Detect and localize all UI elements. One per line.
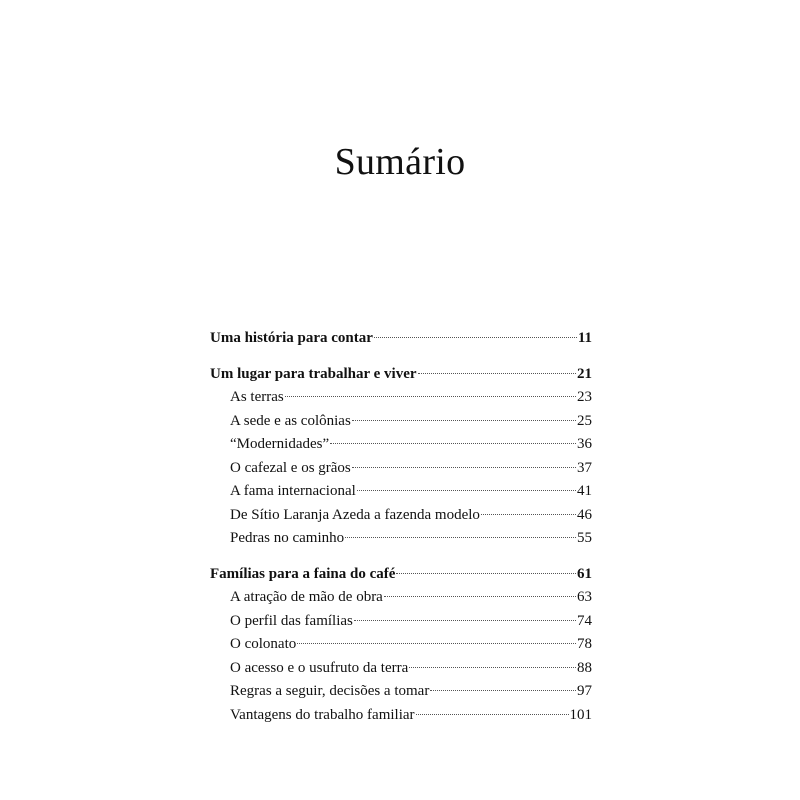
toc-section (210, 363, 592, 551)
toc-subsection-entry[interactable] (210, 633, 592, 657)
dot-leader (384, 596, 576, 597)
dot-leader (430, 690, 576, 691)
toc-page-number: 25 (577, 412, 592, 429)
toc-section (210, 327, 592, 351)
toc-page-number: 37 (577, 459, 592, 476)
toc-subsection-title: O cafezal e os grãos (230, 459, 351, 476)
toc-page-number: 11 (577, 330, 592, 346)
toc-page-number: 55 (577, 530, 592, 546)
page-title: Sumário (334, 141, 466, 183)
toc-chapter-title: Um lugar para trabalhar e viver (210, 365, 417, 382)
toc-page-number: 101 (569, 706, 592, 723)
dot-leader (418, 373, 576, 374)
toc-page-number: 46 (577, 506, 592, 523)
toc-chapter-title: Uma história para contar (210, 330, 373, 346)
toc-subsection-title: Pedras no caminho (230, 530, 345, 546)
toc-chapter-entry[interactable] (210, 327, 592, 351)
toc-subsection-title: O acesso e o usufruto da terra (230, 659, 409, 676)
toc-subsection-title: “Modernidades” (230, 436, 330, 452)
toc-page-number: 74 (577, 612, 592, 629)
toc-subsection-entry[interactable] (210, 480, 592, 504)
dot-leader (297, 643, 576, 644)
dot-leader (409, 667, 576, 668)
toc-subsection-title: A sede e as colônias (230, 412, 351, 429)
dot-leader (285, 396, 576, 397)
toc-subsection-title: Vantagens do trabalho familiar (230, 706, 415, 723)
toc-subsection-entry[interactable] (210, 610, 592, 634)
toc-page-number: 23 (577, 389, 592, 405)
toc-subsection-title: O perfil das famílias (230, 612, 353, 629)
dot-leader (352, 420, 576, 421)
toc-chapter-entry[interactable] (210, 363, 592, 387)
toc-subsection-entry[interactable] (210, 504, 592, 528)
dot-leader (416, 714, 569, 715)
dot-leader (357, 490, 576, 491)
toc-subsection-entry[interactable] (210, 410, 592, 434)
toc-subsection-title: O colonato (230, 636, 297, 652)
toc-subsection-title: A atração de mão de obra (230, 589, 383, 605)
toc-page-number: 63 (577, 589, 592, 605)
toc-subsection-title: De Sítio Laranja Azeda a fazenda modelo (230, 506, 480, 523)
toc-subsection-entry[interactable] (210, 704, 592, 728)
dot-leader (345, 537, 576, 538)
toc-page-number: 97 (577, 683, 592, 699)
dot-leader (374, 337, 577, 338)
toc-subsection-title: A fama internacional (230, 483, 356, 499)
toc-page-number: 88 (577, 659, 592, 676)
toc-page-number: 41 (577, 483, 592, 499)
toc-subsection-entry[interactable] (210, 386, 592, 410)
toc-subsection-entry[interactable] (210, 657, 592, 681)
toc-chapter-entry[interactable] (210, 563, 592, 587)
toc-page-number: 61 (577, 565, 592, 582)
dot-leader (396, 573, 576, 574)
toc-page-number: 21 (577, 365, 592, 382)
table-of-contents (210, 327, 592, 739)
toc-page-number: 78 (577, 636, 592, 652)
dot-leader (352, 467, 576, 468)
toc-subsection-title: As terras (230, 389, 284, 405)
toc-subsection-title: Regras a seguir, decisões a tomar (230, 683, 430, 699)
toc-chapter-title: Famílias para a faina do café (210, 565, 396, 582)
toc-subsection-entry[interactable] (210, 680, 592, 704)
dot-leader (481, 514, 576, 515)
dot-leader (330, 443, 576, 444)
toc-subsection-entry[interactable] (210, 586, 592, 610)
dot-leader (354, 620, 576, 621)
toc-page-number: 36 (577, 436, 592, 452)
toc-subsection-entry[interactable] (210, 457, 592, 481)
toc-subsection-entry[interactable] (210, 433, 592, 457)
toc-section (210, 563, 592, 728)
toc-subsection-entry[interactable] (210, 527, 592, 551)
